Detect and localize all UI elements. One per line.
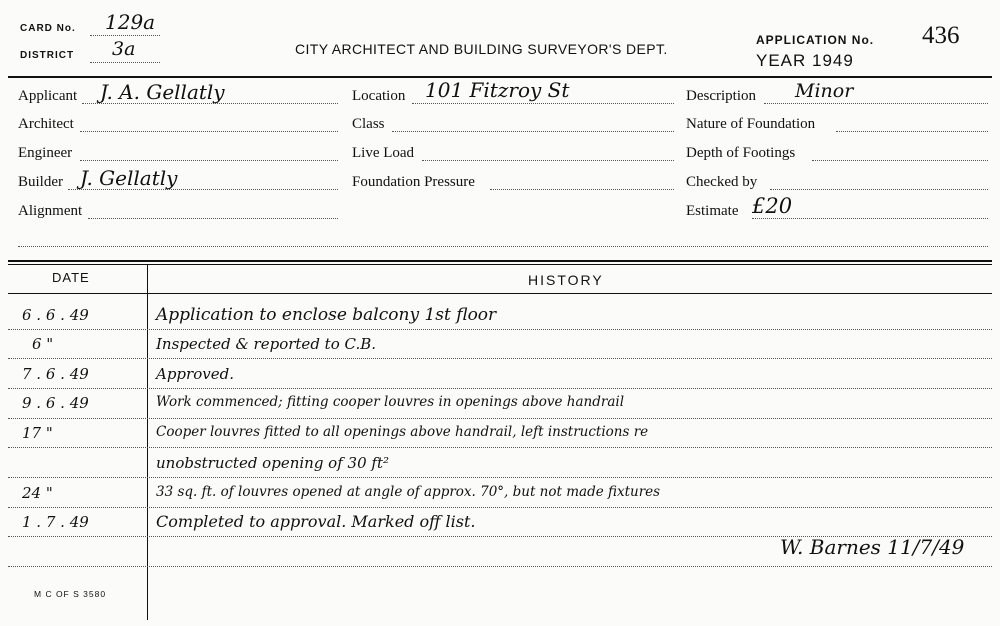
description-value: Minor (795, 80, 854, 102)
row-date: 24 " (22, 484, 53, 502)
depth-of-footings-label: Depth of Footings (686, 145, 796, 161)
builder-label: Builder (18, 174, 63, 190)
application-number: 436 (922, 22, 960, 49)
row-history: Approved. (156, 365, 234, 383)
form-code: M C OF S 3580 (34, 589, 107, 599)
description-label: Description (686, 88, 756, 104)
row-date: 6 . 6 . 49 (22, 306, 89, 324)
checked-by-label: Checked by (686, 174, 758, 190)
history-header: HISTORY (528, 272, 604, 288)
department-title: CITY ARCHITECT AND BUILDING SURVEYOR'S DEPT. (295, 41, 668, 57)
builder-value: J. Gellatly (80, 166, 178, 190)
row-history: Inspected & reported to C.B. (156, 335, 377, 353)
district-label: DISTRICT (20, 50, 75, 61)
date-header: DATE (52, 270, 90, 285)
row-history: Cooper louvres fitted to all openings above handrail, left instructions re (156, 424, 649, 440)
row-date: 6 " (32, 335, 54, 353)
table-top-rule (8, 260, 992, 262)
estimate-label: Estimate (686, 203, 739, 219)
applicant-label: Applicant (18, 88, 78, 104)
card-no-value: 129a (105, 10, 156, 34)
nature-of-foundation-label: Nature of Foundation (686, 116, 816, 132)
row-history: Application to enclose balcony 1st floor (156, 305, 497, 325)
inspector-signature: W. Barnes 11/7/49 (780, 535, 965, 559)
row-history: Completed to approval. Marked off list. (156, 512, 476, 531)
architect-label: Architect (18, 116, 74, 132)
district-line (90, 62, 160, 63)
header-row-rule (8, 293, 992, 294)
fields-bottom-line (18, 246, 988, 247)
class-label: Class (352, 116, 385, 132)
row-date: 9 . 6 . 49 (22, 394, 89, 412)
location-label: Location (352, 88, 406, 104)
year-label: YEAR 1949 (756, 51, 854, 70)
application-label: APPLICATION No. (756, 33, 875, 47)
live-load-label: Live Load (352, 145, 415, 161)
card-no-line (90, 35, 160, 36)
engineer-label: Engineer (18, 145, 73, 161)
applicant-value: J. A. Gellatly (100, 80, 225, 104)
row-date: 1 . 7 . 49 (22, 513, 89, 531)
card-no-label: CARD No. (20, 23, 76, 34)
row-history: Work commenced; fitting cooper louvres in openings above handrail (156, 394, 625, 410)
estimate-value: £20 (752, 194, 793, 218)
row-date: 7 . 6 . 49 (22, 365, 89, 383)
district-value: 3a (112, 38, 136, 60)
row-history: unobstructed opening of 30 ft² (156, 454, 389, 472)
alignment-label: Alignment (18, 203, 83, 219)
location-value: 101 Fitzroy St (425, 78, 570, 102)
row-history: 33 sq. ft. of louvres opened at angle of approx. 70°, but not made fixtures (156, 484, 661, 500)
foundation-pressure-label: Foundation Pressure (352, 174, 475, 190)
row-date: 17 " (22, 424, 53, 442)
